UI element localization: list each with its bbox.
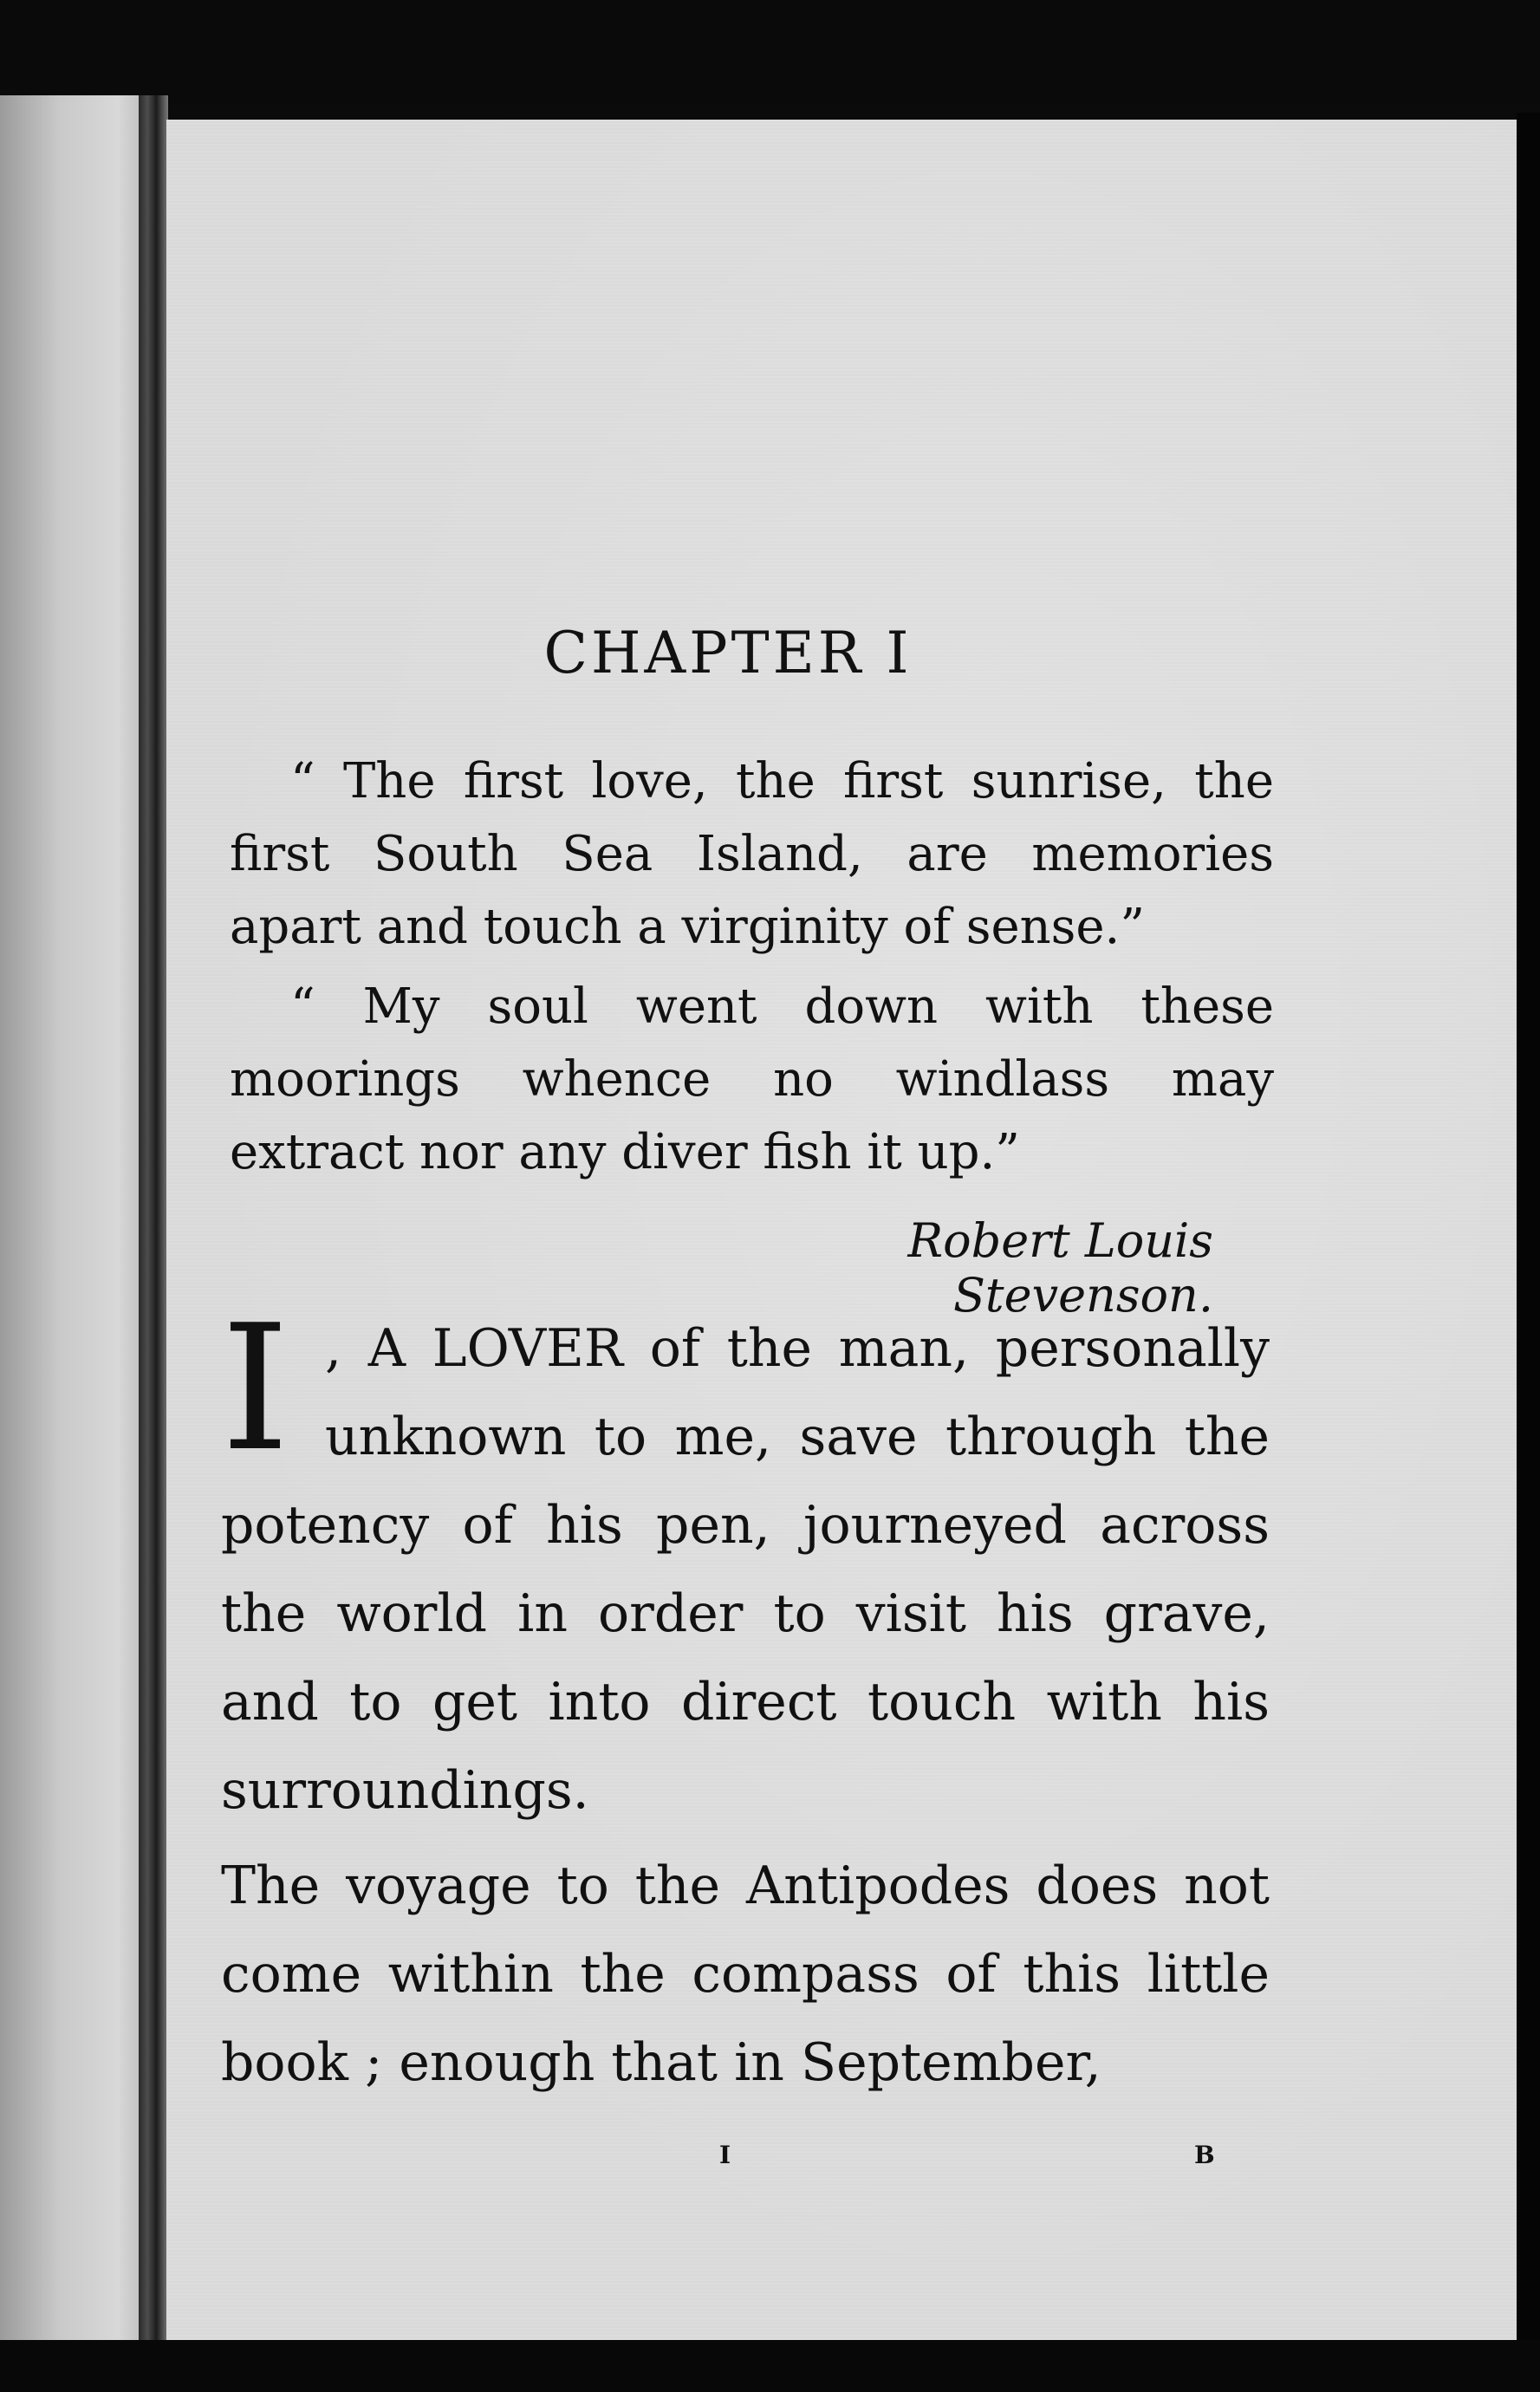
paragraph-1-text: , A LOVER of the man, personally unknown to me, save through the potency of his pen, journeyed across the world in order to visit his grave, and to get into direct touch with his surroundings. xyxy=(221,1318,1270,1821)
paragraph-2-text: The voyage to the Antipodes does not come within the compass of this little book ; enough that in September, xyxy=(221,1856,1270,2093)
scan-bottom-border xyxy=(0,2340,1540,2392)
scan-right-border xyxy=(1517,113,1540,2392)
epigraph-quote-1 xyxy=(230,745,1274,964)
epigraph-attribution: Robert Louis Stevenson. xyxy=(907,1213,1213,1323)
page-number: I xyxy=(719,2141,731,2169)
epigraph-quote-1-text: “ The first love, the first sunrise, the first South Sea Island, are memories apart and touch a virginity of sense.” xyxy=(230,753,1274,955)
paragraph-1 xyxy=(221,1288,1270,1835)
facing-page-edge xyxy=(0,95,147,2349)
chapter-heading: CHAPTER I xyxy=(543,620,913,686)
signature-mark: B xyxy=(1194,2141,1215,2169)
paragraph-2 xyxy=(221,1842,1270,2107)
epigraph-quote-2-text: “ My soul went down with these moorings whence no windlass may extract nor any diver fish it up.” xyxy=(230,978,1274,1180)
epigraph-quote-2 xyxy=(230,971,1274,1189)
drop-cap: I xyxy=(221,1288,290,1490)
book-gutter xyxy=(139,95,168,2349)
scan-top-border xyxy=(0,0,1540,104)
